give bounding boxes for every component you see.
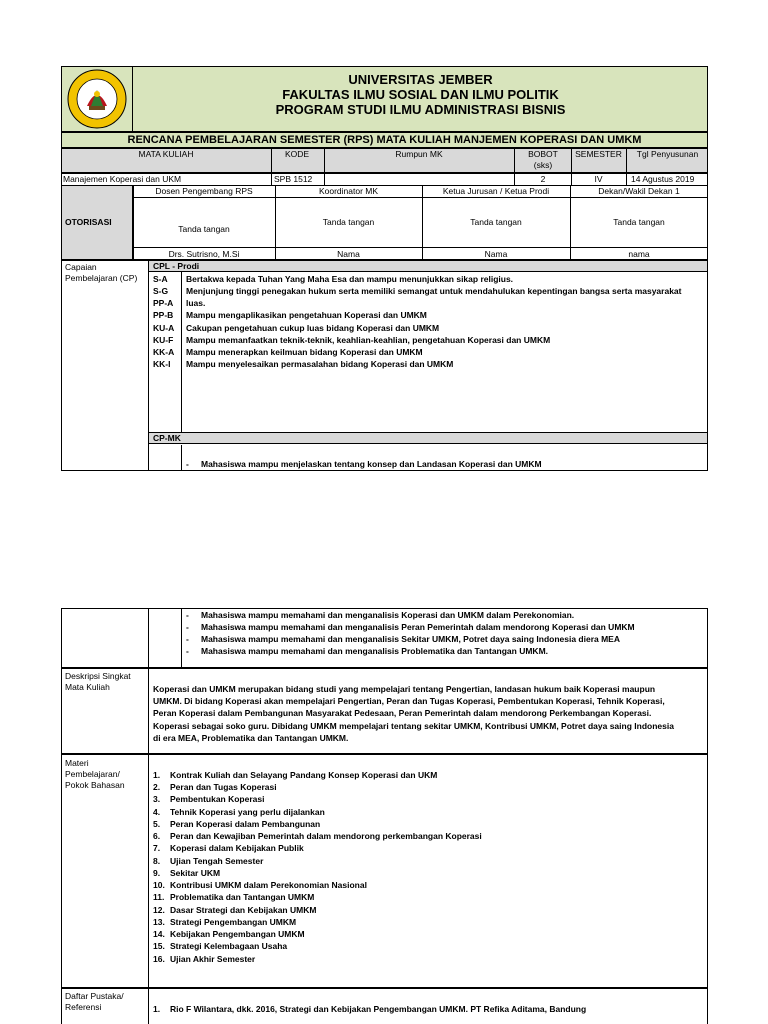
cpmk-item: Mahasiswa mampu memahami dan menganalisis Problematika dan Tantangan UMKM. <box>201 646 549 656</box>
cpl-header: CPL - Prodi <box>153 261 200 271</box>
role-dekan: Dekan/Wakil Dekan 1 <box>598 186 680 196</box>
list-item: 11. <box>153 892 165 902</box>
value-bobot: 2 <box>540 174 546 184</box>
otorisasi-label: OTORISASI <box>65 217 112 227</box>
label-kode: KODE <box>285 149 310 159</box>
list-item-text: Peran Koperasi dalam Pembangunan <box>170 819 321 829</box>
cpmk-dash: - <box>186 459 189 469</box>
list-item-text: Kontrak Kuliah dan Selayang Pandang Konsep Koperasi dan UKM <box>170 770 438 780</box>
list-item: 1. <box>153 1004 161 1014</box>
list-item: 15. <box>153 941 165 951</box>
rps-title: RENCANA PEMBELAJARAN SEMESTER (RPS) MATA KULIAH MANJEMEN KOPERASI DAN UMKM <box>61 132 708 148</box>
list-item-text: Ujian Tengah Semester <box>170 856 264 866</box>
deskripsi-text: Koperasi dan UMKM merupakan bidang studi yang mempelajari tentang Pengertian, landasan hukum baik Koperasi maupun UMKM. Di bidang Koperasi akan mempelajari Pengertian, Peran dan Tugas Koperasi, Pembentukan Koperasi, Tehnik Koperasi, Peran Koperasi dalam Pembangunan Masyarakat Pedesaan, Peran Pemerintah dalam mendorong Perkembangan Koperasi. Koperasi sebagai soko guru. Dibidang UMKM mempelajari tentang sekitar UMKM, Kontribusi UMKM, Potret daya saing Indonesia di era MEA, Problematika dan Tantangan UMKM. <box>153 684 674 743</box>
list-item: 7. <box>153 843 161 853</box>
capaian-label: Capaian Pembelajaran (CP) <box>65 262 138 283</box>
sign-ketua: Tanda tangan <box>470 217 522 227</box>
name-dosen: Drs. Sutrisno, M.Si <box>168 249 240 259</box>
cpmk-item: Mahasiswa mampu memahami dan menganalisis Koperasi dan UMKM dalam Perekonomian. <box>201 610 575 620</box>
label-tgl: Tgl Penyusunan <box>636 149 699 159</box>
list-item-text: Kebijakan Pengembangan UMKM <box>170 929 305 939</box>
name-koordinator: Nama <box>337 249 360 259</box>
list-item-text: Ujian Akhir Semester <box>170 954 256 964</box>
list-item-text: Dasar Strategi dan Kebijakan UMKM <box>170 905 317 915</box>
list-item-text: Strategi Pengembangan UMKM <box>170 917 297 927</box>
sign-dekan: Tanda tangan <box>613 217 665 227</box>
label-bobot: BOBOT (sks) <box>528 149 558 170</box>
list-item-text: Sekitar UKM <box>170 868 221 878</box>
sign-koordinator: Tanda tangan <box>322 217 375 227</box>
cpmk-header: CP-MK <box>153 433 181 443</box>
university-logo-icon <box>61 66 133 132</box>
pustaka-label: Daftar Pustaka/ Referensi <box>65 991 124 1012</box>
list-item: 8. <box>153 856 161 866</box>
list-item-text: Kontribusi UMKM dalam Perekonomian Nasional <box>170 880 367 890</box>
reference-text: Rio F Wilantara, dkk. 2016, Strategi dan Kebijakan Pengembangan UMKM. PT Refika Aditama, Bandung <box>170 1004 587 1014</box>
logo-cell <box>61 66 133 132</box>
deskripsi-label: Deskripsi Singkat Mata Kuliah <box>65 671 131 692</box>
list-item-text: Tehnik Koperasi yang perlu dijalankan <box>170 807 325 817</box>
role-dosen: Dosen Pengembang RPS <box>155 186 253 196</box>
value-semester: IV <box>594 174 603 184</box>
value-mata-kuliah: Manajemen Koperasi dan UKM <box>63 174 182 184</box>
list-item-text: Peran dan Tugas Koperasi <box>170 782 277 792</box>
label-mata-kuliah: MATA KULIAH <box>138 149 194 159</box>
role-ketua: Ketua Jurusan / Ketua Prodi <box>442 186 550 196</box>
label-rumpun: Rumpun MK <box>395 149 443 159</box>
sign-dosen: Tanda tangan <box>178 224 230 234</box>
list-item-text: Problematika dan Tantangan UMKM <box>170 892 315 902</box>
name-ketua: Nama <box>484 249 508 259</box>
faculty-name: FAKULTAS ILMU SOSIAL DAN ILMU POLITIK <box>282 87 559 102</box>
list-item: 2. <box>153 782 161 792</box>
list-item: 12. <box>153 905 165 915</box>
list-item-text: Pembentukan Koperasi <box>170 794 265 804</box>
program-name: PROGRAM STUDI ILMU ADMINISTRASI BISNIS <box>275 102 566 117</box>
value-kode: SPB 1512 <box>274 174 313 184</box>
dash: - <box>186 646 189 656</box>
list-item: 6. <box>153 831 161 841</box>
cpmk-item: Mahasiswa mampu memahami dan menganalisis Peran Pemerintah dalam mendorong Koperasi dan UMKM <box>201 622 635 632</box>
list-item: 14. <box>153 929 165 939</box>
list-item-text: Peran dan Kewajiban Pemerintah dalam mendorong perkembangan Koperasi <box>170 831 482 841</box>
value-tgl: 14 Agustus 2019 <box>631 174 695 184</box>
label-semester: SEMESTER <box>575 149 622 159</box>
cpmk-item-first: Mahasiswa mampu menjelaskan tentang konsep dan Landasan Koperasi dan UMKM <box>201 459 542 469</box>
list-item: 9. <box>153 868 161 878</box>
cpmk-header-bar <box>149 432 707 444</box>
name-dekan: nama <box>628 249 650 259</box>
dash: - <box>186 610 189 620</box>
list-item: 16. <box>153 954 165 964</box>
list-item-text: Koperasi dalam Kebijakan Publik <box>170 843 304 853</box>
list-item-text: Strategi Kelembagaan Usaha <box>170 941 288 951</box>
list-item: 5. <box>153 819 161 829</box>
role-koordinator: Koordinator MK <box>318 186 379 196</box>
list-item: 10. <box>153 880 165 890</box>
materi-label: Materi Pembelajaran/ Pokok Bahasan <box>65 758 125 790</box>
dash: - <box>186 622 189 632</box>
cpmk-item: Mahasiswa mampu memahami dan menganalisis Sekitar UMKM, Potret daya saing Indonesia diera MEA <box>201 634 620 644</box>
cpl-header-bar <box>149 261 707 272</box>
university-name: UNIVERSITAS JEMBER <box>348 72 493 87</box>
list-item: 13. <box>153 917 165 927</box>
list-item: 1. <box>153 770 161 780</box>
dash: - <box>186 634 189 644</box>
list-item: 3. <box>153 794 161 804</box>
list-item: 4. <box>153 807 161 817</box>
